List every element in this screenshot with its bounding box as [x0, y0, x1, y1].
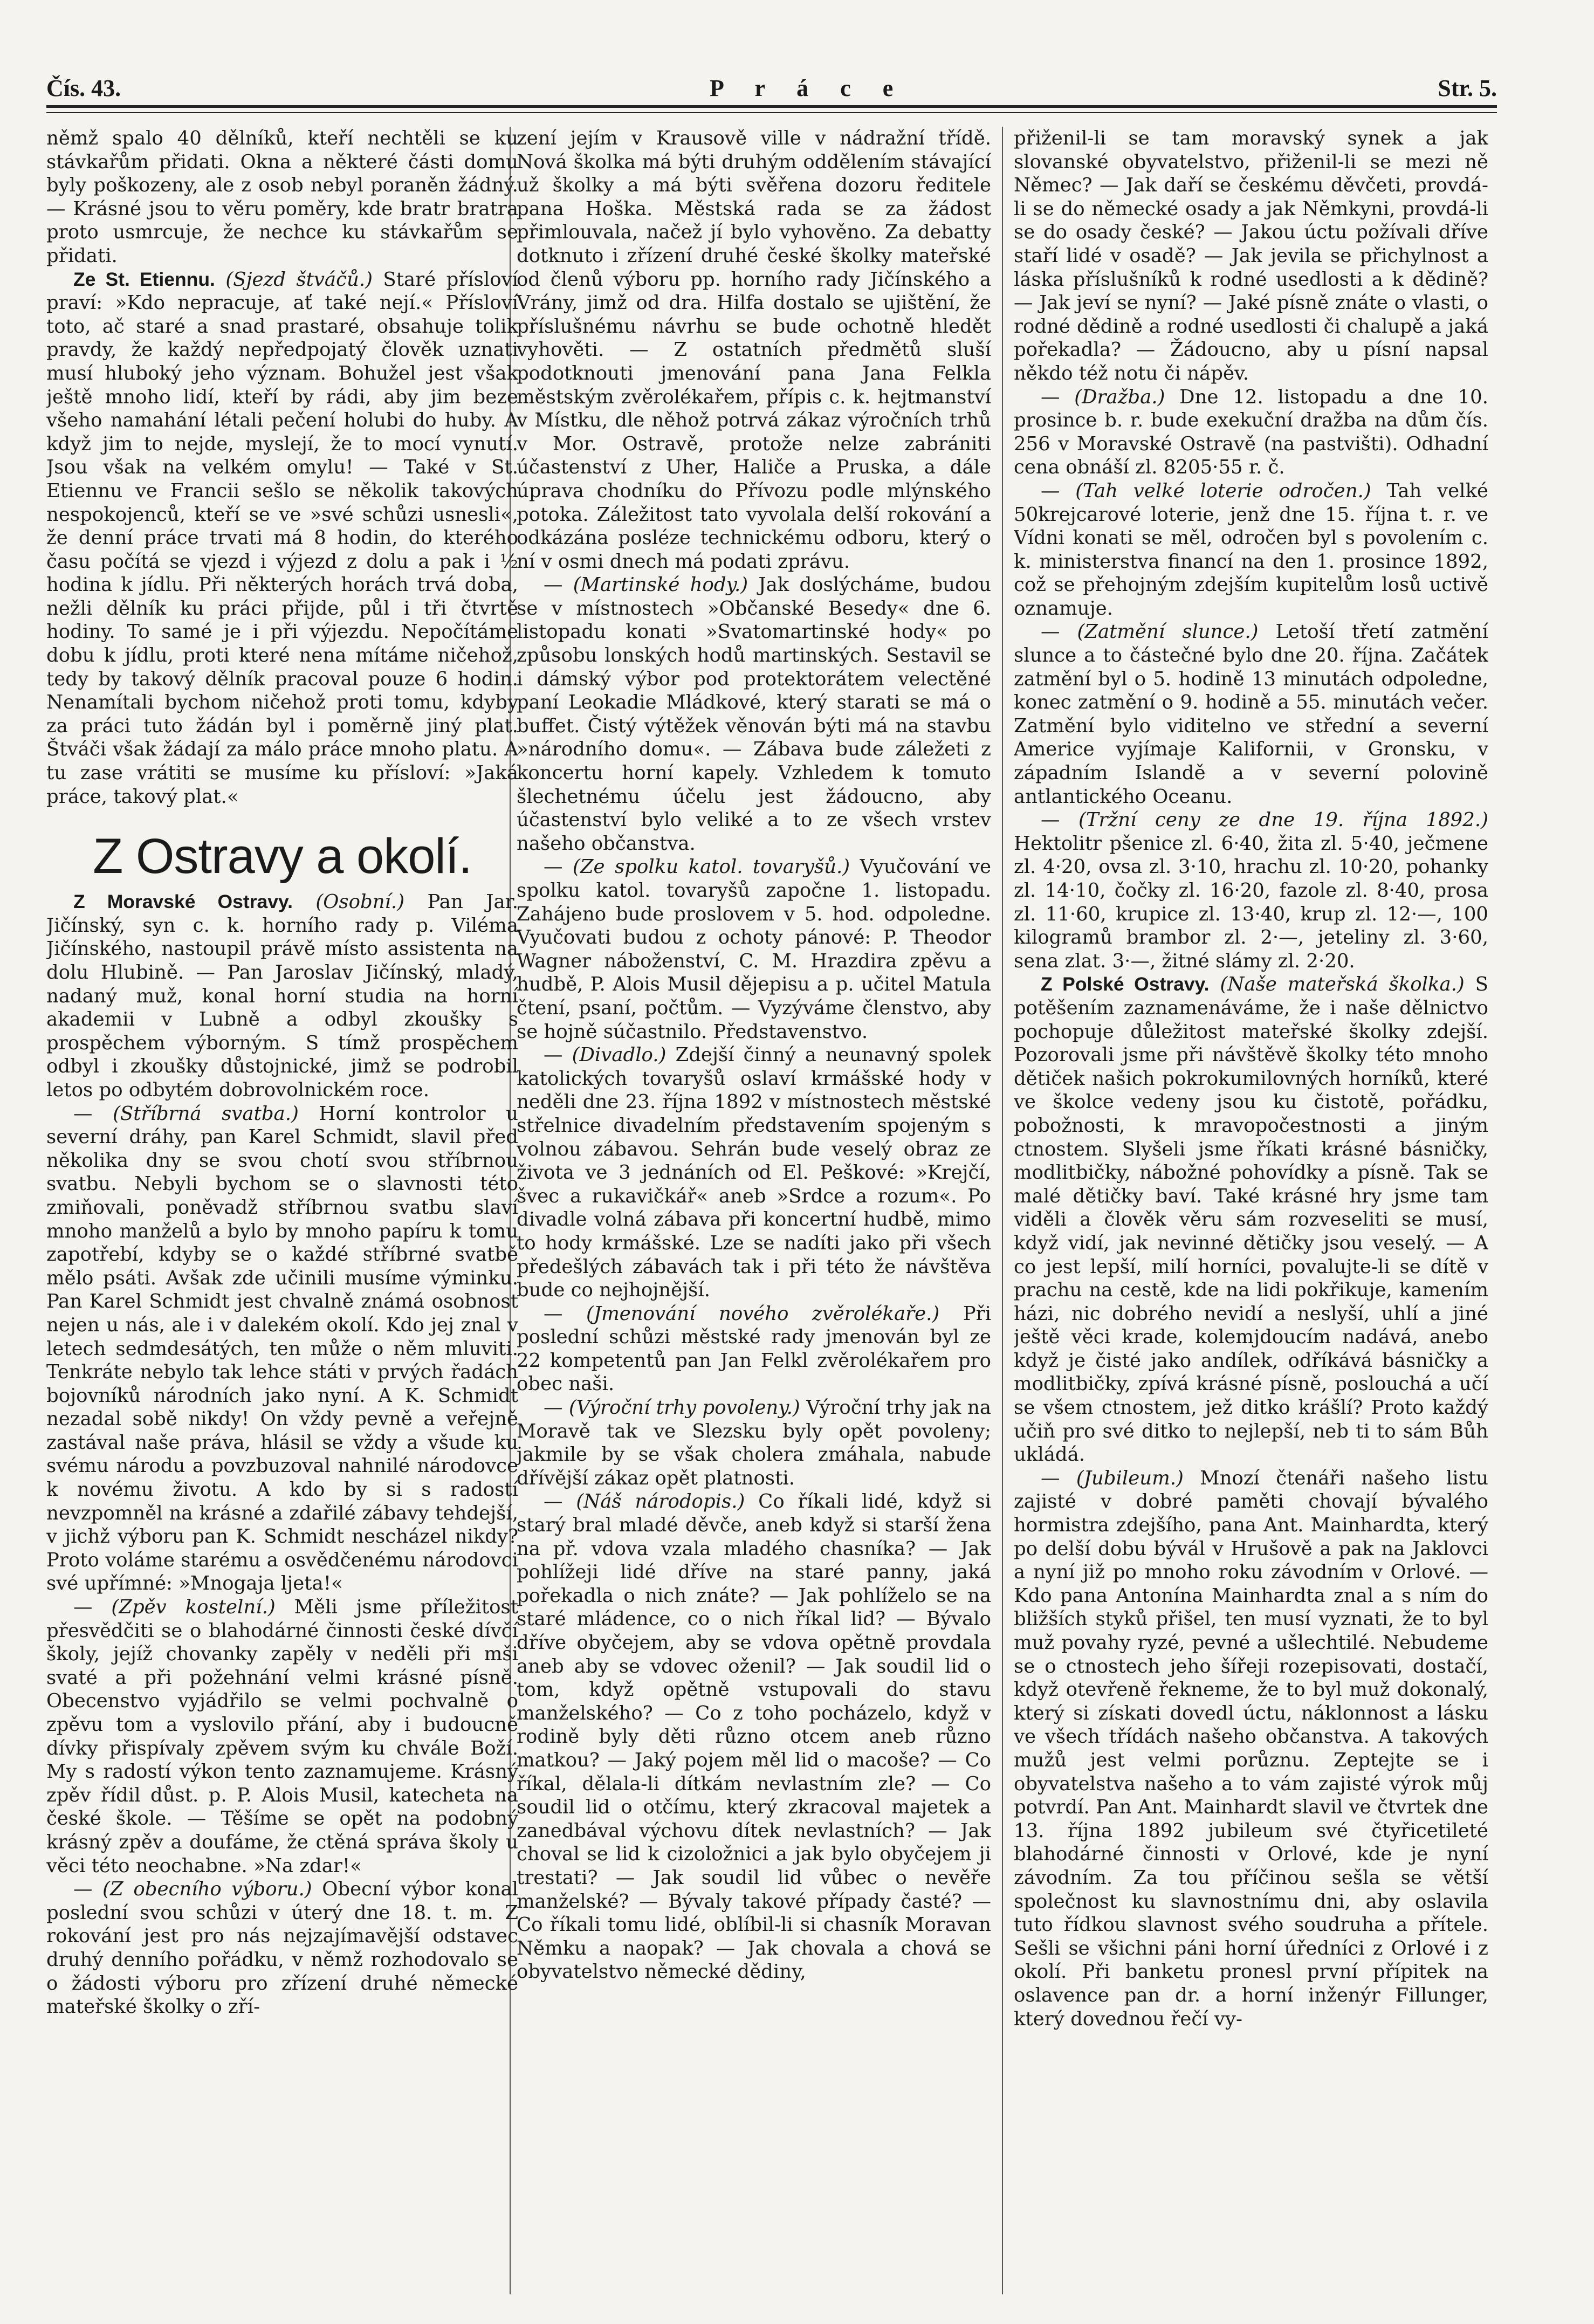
article-rubric: (Tah velké loterie odročen.) [1075, 479, 1371, 502]
article-rubric: (Jmenování nového zvěrolékaře.) [586, 1302, 940, 1325]
article-rubric: (Zatmění slunce.) [1077, 621, 1259, 643]
article-paragraph: — (Náš národopis.) Co říkali lidé, když si starý bral mladé děvče, aneb když si starší žena na př. vdova vzala mladého chasníka? — Jak pohlížeji lidé dříve na staré panny, jaká pořekadla o nich znáte? — Jak pohlíželo se na staré mládence, co o nich říkal lid? — Bývalo dříve obyčejem, aby se vdova opětně provdala aneb aby se vdovec oženil? — Jak soudil lid o tom, když opětně vstupovali do stavu manželského? — Co z toho pocházelo, když v rodině byly děti různo otcem aneb různo matkou? — Jaký pojem měl lid o macoše? — Co říkal, dělala-li dítkám nevlastním zle? — Co soudil lid o otčímu, který zkracoval majetek a zanedbával výchovu dítek nevlastních? — Jak choval se lid k cizoložnici a jak bylo obyčejem ji trestati? — Jak soudil lid vůbec o nevěře manželské? — Bývaly takové případy časté? — Co říkali tomu lidé, oblíbil-li si chasník Moravan Němku a naopak? — Jak chovala a chová se obyvatelstvo německé dědiny, [517, 1490, 991, 1983]
article-text: Vyučování ve spolku katol. tovaryšů započne 1. listopadu. Zahájeno bude proslovem v 5. hod. odpoledne. Vyučovati budou z ochoty pánové: P. Theodor Wagner náboženství, C. M. Hrazdira zpěvu a hudbě, P. Alois Musil dějepisu a p. učitel Matula čtení, psaní, počtům. — Vyzýváme členstvo, aby se hojně súčastnilo. Představenstvo. [517, 856, 991, 1043]
article-paragraph [1014, 973, 1488, 1466]
section-heading: Z Ostravy a okolí. [93, 829, 472, 884]
page-number: Str. 5. [1438, 75, 1497, 101]
article-paragraph: — (Stříbrná svatba.) Horní kontrolor u severní dráhy, pan Karel Schmidt, slavil před několika dny se svou chotí svou stříbrnou svatbu. Nebyli bychom se o slavnosti této zmiňovali, poněvadž stříbrnou svatbu slaví mnoho manželů a bylo by mnoho papíru k tomu zapotřebí, kdyby se o každé stříbrné svatbě mělo psáti. Avšak zde učinili musíme výminku. Pan Karel Schmidt jest chvalně známá osobnost nejen u nás, ale i v dalekém okolí. Kdo jej znal v letech sedmdesátých, ten může o něm mluviti. Tenkráte nebylo tak lehce státi v prvých řadách bojovníků národních jako nyní. A K. Schmidt nezadal sobě nikdy! On vždy pevně a veřejně zastával naše práva, hlásil se vždy a všude ku svému národu a povzbuzoval nahnilé národovce k novému životu. A kdo by si s radostí nevzpomněl na krásné a zdařilé zábavy tehdejší, v jichž výboru pan K. Schmidt nescházel nikdy? Proto voláme starému a osvědčenému národovci své upřímné: »Mnogaja ljeta!« [46, 1102, 518, 1595]
article-paragraph: přiženil-li se tam moravský synek a jak slovanské obyvatelstvo, přiženil-li se mezi ně Němec? — Jak daří se českému děvčeti, provdá-li se do německé osady a jak Němkyni, provdá-li se do osady české? — Jakou úctu požívali dříve staří lidé v osadě? — Jak jevila se přichylnost a láska příslušníků k rodné usedlosti a k dědině? — Jak jeví se nyní? — Jaké písně znáte o vlasti, o rodné dědině a rodné usedlosti či chalupě a jaká pořekadla? — Žádoucno, aby u písní napsal někdo též notu či nápěv. [1014, 127, 1488, 384]
article-rubric: (Tržní ceny ze dne 19. října 1892.) [1078, 809, 1488, 831]
article-text: Horní kontrolor u severní dráhy, pan Karel Schmidt, slavil před několika dny se svou chotí svou stříbrnou svatbu. Nebyli bychom se o slavnosti této zmiňovali, poněvadž stříbrnou svatbu slaví mnoho manželů a bylo by mnoho papíru k tomu zapotřebí, kdyby se o každé stříbrné svatbě mělo psáti. Avšak zde učinili musíme výminku. Pan Karel Schmidt jest chvalně známá osobnost nejen u nás, ale i v dalekém okolí. Kdo jej znal v letech sedmdesátých, ten může o něm mluviti. Tenkráte nebylo tak lehce státi v prvých řadách bojovníků národních jako nyní. A K. Schmidt nezadal sobě nikdy! On vždy pevně a veřejně zastával naše práva, hlásil se vždy a všude ku svému národu a povzbuzoval nahnilé národovce k novému životu. A kdo by si s radostí nevzpomněl na krásné a zdařilé zábavy tehdejší, v jichž výboru pan K. Schmidt nescházel nikdy? Proto voláme starému a osvědčenému národovci své upřímné: »Mnogaja ljeta!« [46, 1102, 518, 1595]
article-text: Mnozí čtenáři našeho listu zajisté v dobré paměti chovají bývalého hormistra zdejšího, pana Ant. Mainhardta, který po delší dobu bývál v Hrušově a pak na Jaklovci a nyní již po mnoho roku závodním v Orlové. — Kdo pana Antonína Mainhardta znal a s ním do bližších styků přišel, ten musí vyznati, že to byl muž povahy ryzé, pevné a ušlechtilé. Nebudeme se o ctnostech jeho šířeji rozepisovati, dostačí, když otevřeně řekneme, že to byl muž dokonalý, který si získati dovedl úctu, náklonnost a lásku ve všech třídách našeho občanstva. A takových mužů jest velmi porůznu. Zeptejte se i obyvatelstva našeho a to vám zajisté výrok můj potvrdí. Pan Ant. Mainhardt slavil ve čtvrtek dne 13. října 1892 jubileum své čtyřicetileté blahodárné činnosti v Orlové, kde je nyní závodním. Za tou příčinou sešla se větší společnost ku slavnostnímu dni, aby oslavila tuto řídkou slavnost svého soudruha a přítele. Sešli se všichni páni horní úředníci z Orlové i z okolí. Při banketu pronesl první přípitek na oslavence pan dr. a horní inženýr Fillunger, který dovednou řečí vy- [1014, 1467, 1488, 2030]
article-rubric: (Náš národopis.) [576, 1490, 745, 1513]
article-rubric: (Dražba.) [1074, 386, 1165, 408]
column-divider [1002, 127, 1003, 2294]
article-paragraph: — (Jmenování nového zvěrolékaře.) Při poslední schůzi městské rady jmenován byl ze 22 kompetentů pan Jan Felkl zvěrolékařem pro obec naši. [517, 1302, 991, 1395]
article-lead: Ze St. Etiennu. [73, 268, 215, 290]
article-paragraph: — (Jubileum.) Mnozí čtenáři našeho listu zajisté v dobré paměti chovají bývalého hormistra zdejšího, pana Ant. Mainhardta, který po delší dobu bývál v Hrušově a pak na Jaklovci a nyní již po mnoho roku závodním v Orlové. — Kdo pana Antonína Mainhardta znal a s ním do bližších styků přišel, ten musí vyznati, že to byl muž povahy ryzé, pevné a ušlechtilé. Nebudeme se o ctnostech jeho šířeji rozepisovati, dostačí, když otevřeně řekneme, že to byl muž dokonalý, který si získati dovedl úctu, náklonnost a lásku ve všech třídách našeho občanstva. A takových mužů jest velmi porůznu. Zeptejte se i obyvatelstva našeho a to vám zajisté výrok můj potvrdí. Pan Ant. Mainhardt slavil ve čtvrtek dne 13. října 1892 jubileum své čtyřicetileté blahodárné činnosti v Orlové, kde je nyní závodním. Za tou příčinou sešla se větší společnost ku slavnostnímu dni, aby oslavila tuto řídkou slavnost svého soudruha a přítele. Sešli se všichni páni horní úředníci z Orlové i z okolí. Při banketu pronesl první přípitek na oslavence pan dr. a horní inženýr Fillunger, který dovednou řečí vy- [1014, 1467, 1488, 2030]
article-text: Letoší třetí zatmění slunce a to částečné bylo dne 20. října. Začátek zatmění byl o 5. hodině 13 minutách odpoledne, konec zatmění o 9. hodině a 55. minutách večer. Zatmění bylo viditelno ve střední a severní Americe vyjímaje Kalifornii, v Gronsku, v západním Islandě a v severní polovině antlantického Oceanu. [1014, 621, 1488, 808]
article-text: S potěšením zaznamenáváme, že i naše dělnictvo pochopuje důležitost mateřské školky zdejší. Pozorovali jsme při návštěvě školky této mnoho dětiček našich pokrokumilovných horníků, které ve školce vedeny jsou ku čistotě, pořádku, pobožnosti, k mravopočestnosti a jiným ctnostem. Slyšeli jsme říkati krásné básničky, modlitbičky, nábožné pohovídky a písně. Tak se malé dětičky baví. Také krásné hry jsme tam viděli a člověk věru sám rozveseliti se musí, když vidí, jak nevinné dětičky jsou veselý. — A co jest lepší, milí horníci, povalujte-li se dítě v prachu na cestě, kde na lidi pokřikuje, kamením házi, nic dobrého nevidí a neslyší, uhlí a jiné ještě věci krade, kolemjdoucím nadává, anebo když je čisté jako andílek, odříkává básničky a modlitbičky, zpívá krásné písně, poslouchá a učí se všem ctnostem, jež ditko krášlí? Proto každý učiň pro své ditko to nejlepší, neb ti to sám Bůh ukládá. [1014, 973, 1488, 1466]
article-rubric: (Martinské hody.) [573, 574, 748, 596]
article-rubric: (Divadlo.) [572, 1044, 667, 1067]
article-paragraph: — (Výroční trhy povoleny.) Výroční trhy jak na Moravě tak ve Slezsku byly opět povoleny; jakmile by se však cholera zmáhala, nabude dřívější zákaz opět platnosti. [517, 1397, 991, 1489]
article-rubric: (Naše mateřská školka.) [1220, 973, 1465, 996]
article-text: Pan Jar. Jičínský, syn c. k. horního rady p. Viléma Jičínského, nastoupil právě místo assistenta na dolu Hlubině. — Pan Jaroslav Jičínský, mladý, nadaný muž, konal horní studia na horní akademii v Lubně a odbyl zkoušky s prospěchem výborným. S tímž prospěchem odbyl i zkoušky důstojnické, jimž se podrobil letos po odbytém dobrovolnickém roce. [46, 891, 518, 1101]
column-1 [46, 127, 518, 2294]
article-rubric: (Z obecního výboru.) [102, 1878, 312, 1901]
article-paragraph [46, 890, 518, 1102]
article-text: Měli jsme příležitost přesvědčiti se o blahodárné činnosti české dívčí školy, jejíž chovanky zapěly v neděli při mši svaté a při požehnání velmi krásné písně. Obecenstvo vyjádřilo se velmi pochvalně o zpěvu tom a vyslovilo přání, aby i budoucně dívky přispívaly zpěvem svým ku chvále Boží. My s radostí výkon tento zaznamujeme. Krásný zpěv řídil důst. p. P. Alois Musil, katecheta na české škole. — Těšíme se opět na podobný krásný zpěv a doufáme, že ctěná správa školy u věci této neochabne. »Na zdar!« [46, 1596, 518, 1877]
article-paragraph: zení jejím v Krausově ville v nádražní třídě. Nová školka má býti druhým oddělením stávající už školky a má býti svěřena dozoru ředitele pana Hoška. Městská rada se za žádost přimlouvala, načež jí bylo vyhověno. Za debatty dotknuto i zřízení druhé české školky mateřské od členů výboru pp. horního rady Jičínského a Vrány, jimž od dra. Hilfa dostalo se ujištění, že příslušnému návrhu se bude ochotně hledět vyhověti. — Z ostatních předmětů sluší podotknouti jmenování pana Jana Felkla městským zvěrolékařem, přípis c. k. hejtmanství v Místku, dle něhož potrvá zákaz výročních trhů v Mor. Ostravě, protože nelze zabrániti účastenství z Uher, Haliče a Pruska, a dále úprava chodníku do Přívozu podle mlýnského potoka. Záležitost tato vyvolala delší rokování a odkázána posléze technickému odboru, který o ní v osmi dnech má podati zprávu. [517, 127, 991, 573]
article-text: Hektolitr pšenice zl. 6·40, žita zl. 5·40, ječmene zl. 4·20, ovsa zl. 3·10, hrachu zl. 10·20, pohanky zl. 14·10, čočky zl. 16·20, fazole zl. 8·40, prosa zl. 11·60, krupice zl. 13·40, krup zl. 12·—, 100 kilogramů brambor zl. 2·—, jeteliny zl. 3·60, sena zlat. 3·—, žitné slámy zl. 2·20. [1014, 832, 1488, 972]
article-rubric: (Výroční trhy povoleny.) [568, 1397, 800, 1419]
article-text: Při poslední schůzi městské rady jmenován byl ze 22 kompetentů pan Jan Felkl zvěrolékařem pro obec naši. [517, 1302, 991, 1395]
article-paragraph: — (Tah velké loterie odročen.) Tah velké 50krejcarové loterie, jenž dne 15. října t. r. ve Vídni konati se měl, odročen byl s povolením c. k. ministerstva financí na den 1. prosince 1892, což se přehojným zdejším kupitelům losů uctivě oznamuje. [1014, 479, 1488, 620]
article-text: Obecní výbor konal poslední svou schůzi v úterý dne 18. t. m. Z rokování jest pro nás nejzajímavější odstavec druhý denního pořádku, v němž rozhodovalo se o žádosti výboru pro zřízení druhé německé mateřské školky o zří- [46, 1878, 518, 2018]
column-2 [517, 127, 991, 2294]
article-rubric: (Osobní.) [315, 891, 405, 913]
article-paragraph: němž spalo 40 dělníků, kteří nechtěli se ku stávkařům přidati. Okna a některé části domu byly poškozeny, ale z osob nebyl poraněn žádný. — Krásné jsou to věru poměry, kde bratr bratra proto usmrcuje, že nechce ku stávkařům se přidati. [46, 127, 518, 267]
article-text: Výroční trhy jak na Moravě tak ve Slezsku byly opět povoleny; jakmile by se však cholera zmáhala, nabude dřívější zákaz opět platnosti. [517, 1397, 991, 1489]
article-text: Zdejší činný a neunavný spolek katolických tovaryšů oslaví krmášské hody v neděli dne 23. října 1892 v místnostech městské střelnice divadelním představením spojeným s volnou zábavou. Sehrán bude veselý obraz ze života ve 3 jednáních od El. Peškové: »Krejčí, švec a rukavičkář« aneb »Srdce a rozum«. Po divadle volná zábava při koncertní hudbě, mimo to hody krmášské. Lze se nadíti jako při všech předešlých zábavách tak i při této že návštěva bude co nejhojnější. [517, 1044, 991, 1302]
article-paragraph: — (Dražba.) Dne 12. listopadu a dne 10. prosince b. r. bude exekuční dražba na dům čís. 256 v Moravské Ostravě (na pastvišti). Odhadní cena obnáší zl. 8205·55 r. č. [1014, 386, 1488, 479]
article-text: Co říkali lidé, když si starý bral mladé děvče, aneb když si starší žena na př. vdova vzala mladého chasníka? — Jak pohlížeji lidé dříve na staré panny, jaká pořekadla o nich znáte? — Jak pohlíželo se na staré mládence, co o nich říkal lid? — Bývalo dříve obyčejem, aby se vdova opětně provdala aneb aby se vdovec oženil? — Jak soudil lid o tom, když opětně vstupovali do stavu manželského? — Co z toho pocházelo, když v rodině byly děti různo otcem aneb různo matkou? — Jaký pojem měl lid o macoše? — Co říkal, dělala-li dítkám nevlastním zle? — Co soudil lid o otčímu, který zkracoval majetek a zanedbával výchovu dítek nevlastních? — Jak choval se lid k cizoložnici a jak bylo obyčejem ji trestati? — Jak soudil lid vůbec o nevěře manželské? — Bývaly takové případy časté? — Co říkali tomu lidé, oblíbil-li si chasník Moravan Němku a naopak? — Jak chovala a chová se obyvatelstvo německé dědiny, [517, 1490, 991, 1983]
article-paragraph: — (Zatmění slunce.) Letoší třetí zatmění slunce a to částečné bylo dne 20. října. Začátek zatmění byl o 5. hodině 13 minutách odpoledne, konec zatmění o 9. hodině a 55. minutách večer. Zatmění bylo viditelno ve střední a severní Americe vyjímaje Kalifornii, v Gronsku, v západním Islandě a v severní polovině antlantického Oceanu. [1014, 621, 1488, 808]
article-paragraph: — (Ze spolku katol. tovaryšů.) Vyučování ve spolku katol. tovaryšů započne 1. listopadu. Zahájeno bude proslovem v 5. hod. odpoledne. Vyučovati budou z ochoty pánové: P. Theodor Wagner náboženství, C. M. Hrazdira zpěvu a hudbě, P. Alois Musil dějepisu a p. učitel Matula čtení, psaní, počtům. — Vyzýváme členstvo, aby se hojně súčastnilo. Představenstvo. [517, 856, 991, 1043]
article-paragraph: — (Z obecního výboru.) Obecní výbor konal poslední svou schůzi v úterý dne 18. t. m. Z rokování jest pro nás nejzajímavější odstavec druhý denního pořádku, v němž rozhodovalo se o žádosti výboru pro zřízení druhé německé mateřské školky o zří- [46, 1878, 518, 2018]
header-rule [46, 105, 1497, 108]
column-3 [1014, 127, 1488, 2294]
page-header [46, 65, 1497, 108]
article-text: Dne 12. listopadu a dne 10. prosince b. r. bude exekuční dražba na dům čís. 256 v Moravské Ostravě (na pastvišti). Odhadní cena obnáší zl. 8205·55 r. č. [1014, 386, 1488, 479]
article-paragraph: — (Divadlo.) Zdejší činný a neunavný spolek katolických tovaryšů oslaví krmášské hody v neděli dne 23. října 1892 v místnostech městské střelnice divadelním představením spojeným s volnou zábavou. Sehrán bude veselý obraz ze života ve 3 jednáních od El. Peškové: »Krejčí, švec a rukavičkář« aneb »Srdce a rozum«. Po divadle volná zábava při koncertní hudbě, mimo to hody krmášské. Lze se nadíti jako při všech předešlých zábavách tak i při této že návštěva bude co nejhojnější. [517, 1044, 991, 1302]
article-text: Staré přísloví praví: »Kdo nepracuje, ať také nejí.« Přísloví toto, ač staré a snad prastaré, obsahuje tolik pravdy, že každý nepředpojatý člověk uznati musí hluboký jeho význam. Bohužel jest však ještě mnoho lidí, kteří by rádi, aby jim beze všeho namahání létali pečení holubi do huby. A když jim to nejde, myslejí, že to mocí vynutí. Jsou však na velkém omylu! — Také v St. Etiennu ve Francii sešlo se několik takových nespokojenců, kteří se ve »své schůzi usnesli«, že denní práce trvati má 8 hodin, do kterého času počítá se vjezd i výjezd z dolu a pak i ½ hodina k jídlu. Při některých horách trvá doba, nežli dělník ku práci přijde, půl i tři čtvrtě hodiny. To samé je i při výjezdu. Nepočítáme dobu k jídlu, proti které nena mítáme ničehož, tedy by takový dělník pracoval pouze 6 hodin. Nenamítali bychom ničehož proti tomu, kdyby za práci tuto žádán byl i poměrně jiný plat. Štváči však žádají za málo práce mnoho platu. A tu zase vrátiti se musíme ku přísloví: »Jaká práce, takový plat.« [46, 268, 518, 808]
header-rule-thin [46, 112, 1497, 113]
article-rubric: (Sjezd štváčů.) [225, 268, 373, 291]
newspaper-title: P r á c e [710, 75, 906, 101]
article-lead: Z Moravské Ostravy. [73, 891, 293, 913]
article-text: Tah velké 50krejcarové loterie, jenž dne 15. října t. r. ve Vídni konati se měl, odročen byl s povolením c. k. ministerstva financí na den 1. prosince 1892, což se přehojným zdejším kupitelům losů uctivě oznamuje. [1014, 479, 1488, 620]
issue-number: Čís. 43. [46, 75, 121, 101]
article-paragraph: — (Tržní ceny ze dne 19. října 1892.) Hektolitr pšenice zl. 6·40, žita zl. 5·40, ječmene zl. 4·20, ovsa zl. 3·10, hrachu zl. 10·20, pohanky zl. 14·10, čočky zl. 16·20, fazole zl. 8·40, prosa zl. 11·60, krupice zl. 13·40, krup zl. 12·—, 100 kilogramů brambor zl. 2·—, jeteliny zl. 3·60, sena zlat. 3·—, žitné slámy zl. 2·20. [1014, 809, 1488, 972]
article-text: Jak doslýcháme, budou se v místnostech »Občanské Besedy« dne 6. listopadu konati »Svatomartinské hody« po způsobu lonských hodů martinských. Sestavil se i dámský výbor pod protektorátem velectěné paní Leokadie Mládkové, který starati se má o buffet. Čistý výtěžek věnován býti má na stavbu »národního domu«. — Zábava bude záležeti z koncertu horní kapely. Vzhledem k tomuto šlechetnému účelu jest žádoucno, aby účastenství bylo veliké a to ze všech vrstev našeho občanstva. [517, 574, 991, 855]
article-rubric: (Ze spolku katol. tovaryšů.) [573, 856, 850, 878]
article-rubric: (Stříbrná svatba.) [113, 1102, 299, 1125]
article-rubric: (Zpěv kostelní.) [111, 1596, 276, 1619]
article-lead: Z Polské Ostravy. [1041, 973, 1210, 995]
article-paragraph [46, 268, 518, 809]
article-paragraph: — (Zpěv kostelní.) Měli jsme příležitost přesvědčiti se o blahodárné činnosti české dívčí školy, jejíž chovanky zapěly v neděli při mši svaté a při požehnání velmi krásné písně. Obecenstvo vyjádřilo se velmi pochvalně o zpěvu tom a vyslovilo přání, aby i budoucně dívky přispívaly zpěvem svým ku chvále Boží. My s radostí výkon tento zaznamujeme. Krásný zpěv řídil důst. p. P. Alois Musil, katecheta na české škole. — Těšíme se opět na podobný krásný zpěv a doufáme, že ctěná správa školy u věci této neochabne. »Na zdar!« [46, 1596, 518, 1877]
article-rubric: (Jubileum.) [1076, 1467, 1184, 1489]
article-paragraph: — (Martinské hody.) Jak doslýcháme, budou se v místnostech »Občanské Besedy« dne 6. listopadu konati »Svatomartinské hody« po způsobu lonských hodů martinských. Sestavil se i dámský výbor pod protektorátem velectěné paní Leokadie Mládkové, který starati se má o buffet. Čistý výtěžek věnován býti má na stavbu »národního domu«. — Zábava bude záležeti z koncertu horní kapely. Vzhledem k tomuto šlechetnému účelu jest žádoucno, aby účastenství bylo veliké a to ze všech vrstev našeho občanstva. [517, 574, 991, 855]
